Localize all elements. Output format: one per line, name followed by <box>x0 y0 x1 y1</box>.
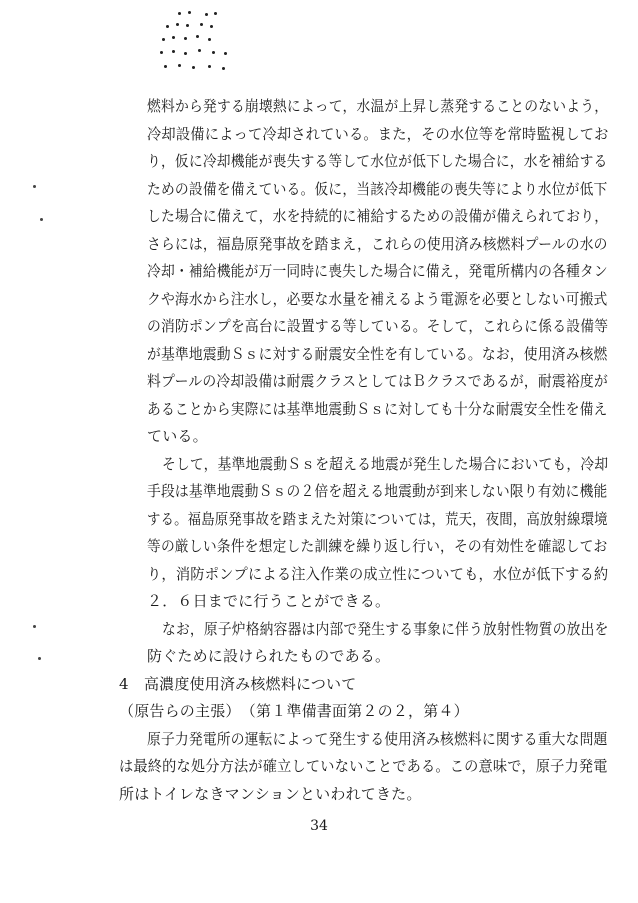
body-line: 原子力発電所の運転によって発生する使用済み核燃料に関する重大な問題 <box>147 730 608 748</box>
scan-speck <box>38 657 41 660</box>
body-line: り，仮に冷却機能が喪失する等して水位が低下した場合に，水を補給する <box>147 152 608 170</box>
body-line: 所はトイレなきマンションといわれてきた。 <box>119 785 422 803</box>
body-line: ている。 <box>147 427 208 445</box>
body-line: 料プールの冷却設備は耐震クラスとしてはＢクラスであるが，耐震裕度が <box>147 372 608 390</box>
scan-speck <box>33 625 36 628</box>
body-line: 等の厳しい条件を想定した訓練を繰り返し行い，その有効性を確認してお <box>147 537 608 555</box>
body-line: ための設備を備えている。仮に，当該冷却機能の喪失等により水位が低下 <box>147 180 608 198</box>
body-line: なお，原子炉格納容器は内部で発生する事象に伴う放射性物質の放出を <box>162 620 609 638</box>
scan-speck <box>33 185 36 188</box>
section-heading: 4 高濃度使用済み核燃料について <box>119 675 357 693</box>
body-line: そして，基準地震動Ｓｓを超える地震が発生した場合においても，冷却 <box>162 455 609 473</box>
body-line: 手段は基準地震動Ｓｓの２倍を超える地震動が到来しない限り有効に機能 <box>147 482 608 500</box>
page-number: 34 <box>310 818 328 834</box>
body-line: クや海水から注水し，必要な水量を補えるよう電源を必要としない可搬式 <box>147 290 608 308</box>
body-line: り，消防ポンプによる注入作業の成立性についても，水位が低下する約 <box>147 565 609 583</box>
body-line: 防ぐために設けられたものである。 <box>147 647 391 665</box>
body-line: 冷却設備によって冷却されている。また，その水位等を常時監視してお <box>147 125 609 143</box>
body-line: ２．６日までに行うことができる。 <box>147 592 391 610</box>
body-line: する。福島原発事故を踏まえた対策については，荒天，夜間，高放射線環境 <box>147 510 608 528</box>
body-line: が基準地震動Ｓｓに対する耐震安全性を有している。なお，使用済み核燃 <box>147 345 608 363</box>
scan-speck <box>40 218 43 221</box>
body-line: した場合に備えて，水を持続的に補給するための設備が備えられており， <box>147 207 609 225</box>
body-line: の消防ポンプを高台に設置する等している。そして，これらに係る設備等 <box>147 317 609 335</box>
claim-heading: （原告らの主張） （第１準備書面第２の２，第４） <box>119 702 469 720</box>
dot-stamp-mark <box>150 8 240 78</box>
body-line: 燃料から発する崩壊熱によって，水温が上昇し蒸発することのないよう， <box>147 97 609 115</box>
body-line: 冷却・補給機能が万一同時に喪失した場合に備え，発電所構内の各種タン <box>147 262 608 280</box>
body-line: さらには，福島原発事故を踏まえ，これらの使用済み核燃料プールの水の <box>147 235 608 253</box>
body-line: あることから実際には基準地震動Ｓｓに対しても十分な耐震安全性を備え <box>147 400 608 418</box>
body-line: は最終的な処分方法が確立していないことである。この意味で，原子力発電 <box>119 757 608 775</box>
